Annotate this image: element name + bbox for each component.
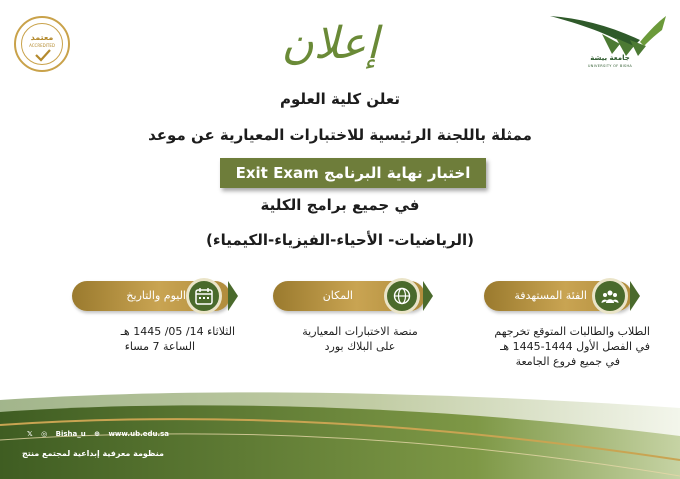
time-line: الساعة 7 مساء [124,340,195,353]
x-icon[interactable]: 𝕏 [27,430,33,438]
audience-line2: في الفصل الأول 1444-1445 هـ [500,340,650,353]
group-icon [601,287,619,305]
headline-programs: في جميع برامج الكلية [260,196,420,214]
place-details [280,324,440,354]
website-link[interactable]: www.ub.edu.sa [108,430,170,438]
accreditation-subtitle: ACCREDITED [29,43,55,48]
place-pill-arrow [423,281,433,311]
accreditation-title: معتمد [30,33,54,42]
place-line2: على البلاك بورد [324,340,396,353]
globe-icon [393,287,411,305]
calendar-icon [195,287,213,305]
place-line1: منصة الاختبارات المعيارية [302,325,418,338]
date-details [60,324,235,354]
announcement-title: إعلان [281,18,379,69]
audience-pill-arrow [630,281,640,311]
audience-label: الفئة المستهدفة [514,289,587,302]
instagram-icon[interactable]: ◎ [41,430,48,438]
audience-icon-badge [592,278,628,314]
exam-title: اختبار نهاية البرنامج Exit Exam [235,164,471,182]
check-icon [35,48,51,62]
headline-departments: (الرياضيات- الأحياء-الفيزياء-الكيمياء) [206,231,474,249]
footer-tagline: منظومة معرفية إبداعية لمجتمع منتج [22,449,164,458]
audience-line1: الطلاب والطالبات المتوقع تخرجهم [494,325,650,338]
social-handle[interactable]: Bisha_u [55,430,86,438]
globe-small-icon: ⊕ [94,430,101,438]
university-name-ar: جامعة بيشة [590,54,630,62]
exam-banner [220,158,486,188]
audience-details [440,324,650,369]
university-name-en: UNIVERSITY OF BISHA [587,64,633,68]
accreditation-seal [14,16,70,72]
date-label: اليوم والتاريخ [126,289,186,302]
audience-line3: في جميع فروع الجامعة [515,355,620,368]
place-icon-badge [384,278,420,314]
social-links [27,430,175,438]
date-pill-arrow [228,281,238,311]
place-label: المكان [322,289,353,302]
headline-college: تعلن كلية العلوم [280,90,400,108]
date-icon-badge [186,278,222,314]
date-line: الثلاثاء 14/ 05/ 1445 هـ [120,325,235,338]
headline-committee: ممثلة باللجنة الرئيسية للاختبارات المعيارية عن موعد [148,126,532,144]
